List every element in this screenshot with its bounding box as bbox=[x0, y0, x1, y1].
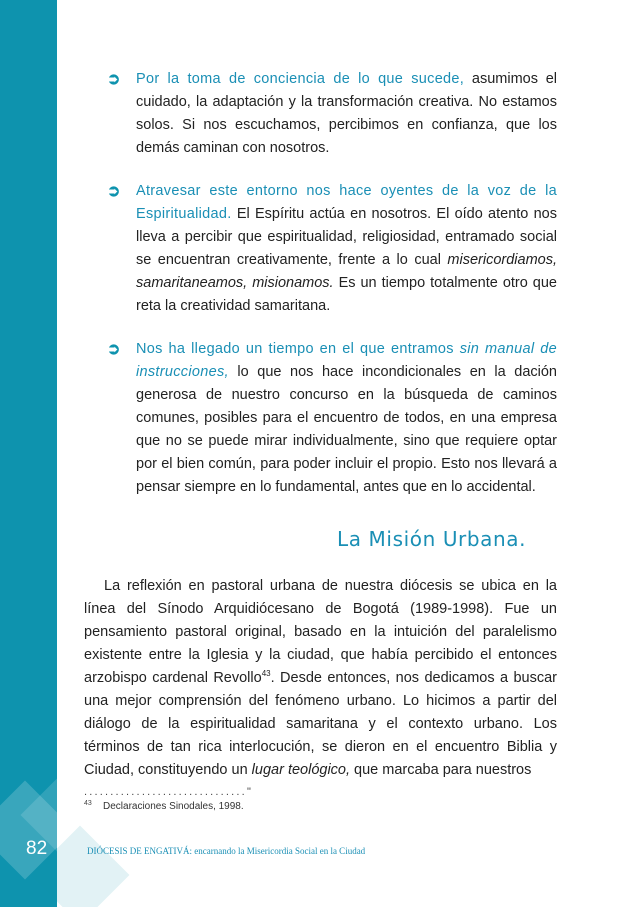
section-title: La Misión Urbana. bbox=[337, 527, 527, 551]
bullet-list bbox=[107, 68, 557, 519]
arrow-circle-right-icon: ➲ bbox=[107, 341, 121, 358]
bullet-text: Atravesar este entorno nos hace oyentes de la voz de la Espiritualidad. El Espíritu actúa en nosotros. El oído atento nos lleva a percibir que espiritualidad, religiosidad, entramado social se encuentran creativamente, frente a lo cual misericordiamos, samaritaneamos, misionamos. Es un tiempo totalmente otro que reta la creatividad samaritana. bbox=[136, 183, 557, 314]
bullet-text: Nos ha llegado un tiempo en el que entramos sin manual de instrucciones, lo que nos hace incondicionales en la dación generosa de nuestro concurso en la búsqueda de caminos comunes, posibles para el encuentro de todos, en una empresa que no se puede mirar individualmente, sino que requiere optar por el bien común, para poder incluir el propio. Esto nos llevará a pensar siempre en lo fundamental, antes que en lo accidental. bbox=[136, 341, 557, 495]
footnote-ref[interactable]: 43 bbox=[261, 669, 271, 679]
page-number: 82 bbox=[26, 838, 48, 859]
sidebar-band bbox=[0, 0, 57, 907]
bullet-item bbox=[107, 68, 557, 160]
footnote-text: Declaraciones Sinodales, 1998. bbox=[103, 801, 244, 812]
bullet-item bbox=[107, 338, 557, 499]
bullet-text: Por la toma de conciencia de lo que sucede, asumimos el cuidado, la adaptación y la transformación creativa. No estamos solos. Si nos escuchamos, percibimos en confianza, que los demás caminan con nosotros. bbox=[136, 71, 558, 156]
arrow-circle-right-icon: ➲ bbox=[107, 71, 121, 88]
bullet-item bbox=[107, 180, 557, 318]
footnote-divider: ..............................." bbox=[84, 786, 254, 798]
running-footer: DIÓCESIS DE ENGATIVÁ: encarnando la Misericordia Social en la Ciudad bbox=[87, 846, 366, 856]
body-paragraph: La reflexión en pastoral urbana de nuestra diócesis se ubica en la línea del Sínodo Arquidiócesano de Bogotá (1989-1998). Fue un pensamiento pastoral original, basado en la intuición del paralelismo existente entre la Iglesia y la ciudad, que había percibido el entonces arzobispo cardenal Revollo$^{43}$. Desde entonces, nos dedicamos a buscar una mejor comprensión del fenómeno urbano. Lo hicimos a partir del diálogo de la espiritualidad samaritana y el contexto urbano. Los términos de tan rica interlocución, se dieron en el encuentro Biblia y Ciudad, constituyendo un lugar teológico, que marcaba para nuestros bbox=[84, 578, 558, 778]
footnote-mark: 43 bbox=[84, 800, 92, 807]
arrow-circle-right-icon: ➲ bbox=[107, 183, 121, 200]
